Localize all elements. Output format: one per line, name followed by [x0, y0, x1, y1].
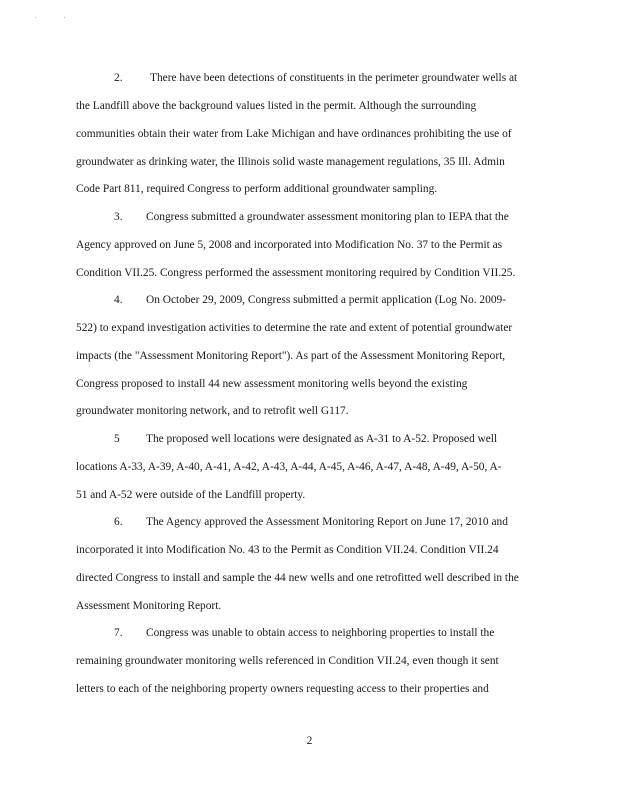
paragraph-line: incorporated it into Modification No. 43 to the Permit as Condition VII.24. Condition VII.24 — [76, 544, 499, 556]
paragraph-line: communities obtain their water from Lake Michigan and have ordinances prohibiting the use of — [76, 128, 512, 140]
paragraph-line: letters to each of the neighboring property owners requesting access to their properties and — [76, 683, 489, 695]
paragraph-number: 5 — [114, 433, 120, 445]
paragraph-number: 2. — [114, 72, 123, 84]
scan-speck: . — [64, 14, 66, 20]
page-number: 2 — [306, 735, 313, 747]
paragraph-line: 51 and A-52 were outside of the Landfill property. — [76, 489, 306, 501]
paragraph-line: 522) to expand investigation activities to determine the rate and extent of potential groundwater — [76, 322, 513, 334]
paragraph-number: 4. — [114, 294, 123, 306]
paragraph-number: 6. — [114, 516, 123, 528]
paragraph-line: remaining groundwater monitoring wells referenced in Condition VII.24, even though it sent — [76, 655, 499, 667]
paragraph-line: The proposed well locations were designated as A-31 to A-52. Proposed well — [146, 433, 498, 445]
paragraph-line: The Agency approved the Assessment Monitoring Report on June 17, 2010 and — [146, 516, 508, 528]
scan-speck: . — [35, 14, 37, 20]
paragraph-number: 7. — [114, 627, 123, 639]
paragraph-line: Congress proposed to install 44 new assessment monitoring wells beyond the existing — [76, 378, 468, 390]
paragraph-number: 3. — [114, 211, 123, 223]
paragraph-line: directed Congress to install and sample the 44 new wells and one retrofitted well described in the — [76, 572, 519, 584]
paragraph-line: Agency approved on June 5, 2008 and incorporated into Modification No. 37 to the Permit as — [76, 239, 503, 251]
paragraph-line: There have been detections of constituents in the perimeter groundwater wells at — [150, 72, 518, 84]
paragraph-line: groundwater monitoring network, and to retrofit well G117. — [76, 405, 349, 417]
paragraph-line: impacts (the "Assessment Monitoring Report"). As part of the Assessment Monitoring Report, — [76, 350, 506, 362]
paragraph-line: Congress was unable to obtain access to neighboring properties to install the — [146, 627, 495, 639]
paragraph-line: Code Part 811, required Congress to perform additional groundwater sampling. — [76, 183, 438, 195]
paragraph-line: On October 29, 2009, Congress submitted a permit application (Log No. 2009- — [146, 294, 507, 306]
paragraph-line: locations A-33, A-39, A-40, A-41, A-42, A-43, A-44, A-45, A-46, A-47, A-48, A-49, A-50, A- — [76, 461, 502, 473]
paragraph-line: groundwater as drinking water, the Illinois solid waste management regulations, 35 Ill. Admin — [76, 156, 505, 168]
paragraph-line: Congress submitted a groundwater assessment monitoring plan to IEPA that the — [146, 211, 509, 223]
paragraph-line: Assessment Monitoring Report. — [76, 600, 222, 612]
paragraph-line: Condition VII.25. Congress performed the assessment monitoring required by Condition VII.25. — [76, 267, 516, 279]
paragraph-line: the Landfill above the background values listed in the permit. Although the surrounding — [76, 100, 477, 112]
